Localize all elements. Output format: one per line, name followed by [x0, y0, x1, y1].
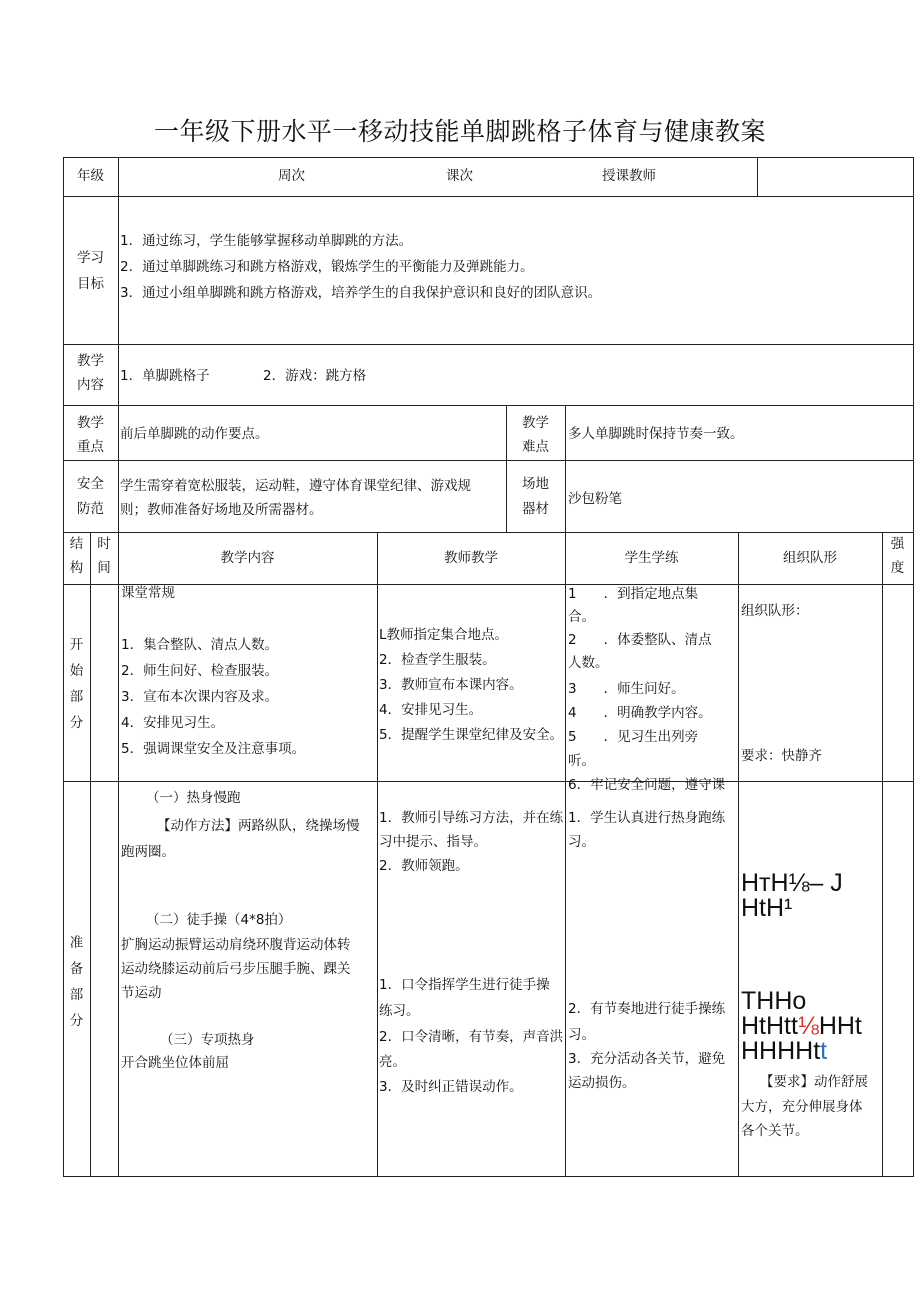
objectives-label-2: 目标 [77, 276, 104, 292]
venue-label-1: 场地 [522, 476, 549, 492]
objective-item: 3．通过小组单脚跳和跳方格游戏，培养学生的自我保护意识和良好的团队意识。 [120, 285, 602, 301]
difficulty-label-2: 难点 [522, 439, 549, 455]
content-label-1: 教学 [77, 353, 104, 369]
prep-teacher-line: 2．教师领跑。 [379, 858, 469, 874]
safety-label-2: 防范 [77, 501, 104, 517]
venue-text: 沙包粉笔 [568, 491, 622, 507]
prep-student-line: 1．学生认真进行热身跑练 [568, 810, 726, 826]
content-label-2: 内容 [77, 377, 104, 393]
special-desc: 开合跳坐位体前屈 [121, 1055, 229, 1071]
prep-teacher-line: 亮。 [379, 1054, 406, 1070]
venue-label-2: 器材 [522, 501, 549, 517]
figure-text: HHHHt [741, 1037, 821, 1065]
formation-figure-running: HтH⅛– J [741, 869, 843, 897]
start-student-line: 1 ．到指定地点集 [568, 586, 699, 602]
start-requirement: 要求：快静齐 [741, 748, 822, 764]
col-intensity-2: 度 [890, 560, 905, 576]
prep-student-line: 3．充分活动各关节，避免 [568, 1051, 726, 1067]
keypoint-label-1: 教学 [77, 415, 104, 431]
formation-figure-exercise-3 [741, 1038, 827, 1064]
start-label-char: 开 [69, 637, 84, 653]
exercise-desc-line: 扩胸运动振臂运动肩绕环腹背运动体转 [121, 937, 351, 953]
routine-item: 1．集合整队、清点人数。 [121, 637, 279, 653]
prep-student-line: 习。 [568, 1027, 595, 1043]
prep-student-line: 运动损伤。 [568, 1075, 636, 1091]
routine-title: 课堂常规 [121, 585, 175, 601]
prep-student-line: 2．有节奏地进行徒手操练 [568, 1001, 726, 1017]
start-teacher-item: 2．检查学生服装。 [379, 652, 496, 668]
difficulty-text: 多人单脚跳时保持节奏一致。 [568, 426, 744, 442]
prep-student-line: 习。 [568, 834, 595, 850]
prep-teacher-line: 1．口令指挥学生进行徒手操 [379, 977, 550, 993]
exercise-title: （二）徒手操（4*8拍） [146, 912, 292, 928]
figure-text-red: ⅛ [797, 1012, 819, 1040]
prep-teacher-line: 练习。 [379, 1003, 420, 1019]
start-teacher-item: 5．提醒学生课堂纪律及安全。 [379, 727, 564, 743]
week-label: 周次 [278, 168, 305, 184]
prep-teacher-line: 习中提示、指导。 [379, 834, 487, 850]
grade-label: 年级 [77, 168, 104, 184]
routine-item: 4．安排见习生。 [121, 715, 225, 731]
prep-teacher-line: 1．教师引导练习方法，并在练 [379, 810, 564, 826]
prep-teacher-line: 3．及时纠正错误动作。 [379, 1079, 523, 1095]
warmup-method-line: 【动作方法】两路纵队，绕操场慢 [157, 818, 360, 834]
routine-item: 5．强调课堂安全及注意事项。 [121, 741, 306, 757]
start-label-char: 部 [69, 689, 84, 705]
content-item-2: 2．游戏：跳方格 [263, 368, 367, 384]
start-student-line: 人数。 [568, 655, 609, 671]
start-student-line: 2 ．体委整队、清点 [568, 632, 712, 648]
special-title: （三）专项热身 [160, 1032, 255, 1048]
figure-text-blue: t [820, 1037, 828, 1065]
formation-figure-exercise-1: THHo [741, 987, 807, 1015]
prep-label-char: 分 [69, 1013, 84, 1029]
col-structure-2: 构 [69, 560, 84, 576]
start-student-cell [566, 585, 737, 793]
warmup-method-line: 跑两圈。 [121, 844, 175, 860]
safety-text-line: 学生需穿着宽松服装，运动鞋，遵守体育课堂纪律、游戏规 [120, 478, 471, 494]
start-student-line: 6．牢记安全问题，遵守课 [568, 777, 726, 793]
col-structure-1: 结 [69, 536, 84, 552]
exercise-desc-line: 节运动 [121, 985, 162, 1001]
start-teacher-item: 3．教师宣布本课内容。 [379, 677, 523, 693]
teacher-label: 授课教师 [602, 168, 656, 184]
figure-text: HtHtt [741, 1012, 798, 1040]
difficulty-label-1: 教学 [522, 415, 549, 431]
prep-teacher-line: 2．口令清晰，有节奏，声音洪 [379, 1029, 564, 1045]
keypoint-label-2: 重点 [77, 439, 104, 455]
objective-item: 1．通过练习，学生能够掌握移动单脚跳的方法。 [120, 233, 413, 249]
col-teaching-content: 教学内容 [220, 550, 275, 566]
start-teacher-item: 4．安排见习生。 [379, 702, 483, 718]
start-student-line: 合。 [568, 609, 595, 625]
routine-item: 2．师生问好、检查服装。 [121, 663, 279, 679]
col-teacher-teaching: 教师教学 [444, 550, 498, 566]
safety-text-line: 则；教师准备好场地及所需器材。 [120, 502, 323, 518]
prep-requirement-line: 大方，充分伸展身体 [741, 1099, 863, 1115]
col-time-1: 时 [97, 536, 111, 552]
start-student-line: 5 ．见习生出列旁 [568, 729, 699, 745]
safety-label-1: 安全 [77, 476, 104, 492]
start-student-line: 听。 [568, 753, 595, 769]
formation-label: 组织队形： [741, 603, 809, 619]
formation-figure-exercise-2 [741, 1013, 862, 1039]
col-formation: 组织队形 [783, 550, 837, 566]
col-time-2: 间 [97, 560, 111, 576]
start-label-char: 始 [69, 663, 84, 679]
page-title: 一年级下册水平一移动技能单脚跳格子体育与健康教案 [153, 117, 766, 146]
objectives-label-1: 学习 [77, 250, 104, 266]
figure-text: HHt [818, 1012, 862, 1040]
prep-requirement-line: 各个关节。 [741, 1123, 809, 1139]
prep-label-char: 部 [69, 987, 84, 1003]
warmup-title: （一）热身慢跑 [146, 790, 241, 806]
prep-label-char: 备 [69, 961, 84, 977]
routine-item: 3．宣布本次课内容及求。 [121, 689, 279, 705]
prep-label-char: 准 [69, 935, 84, 951]
content-item-1: 1．单脚跳格子 [120, 368, 210, 384]
col-intensity-1: 强 [890, 536, 905, 552]
start-label-char: 分 [69, 715, 84, 731]
exercise-desc-line: 运动绕膝运动前后弓步压腿手腕、踝关 [121, 961, 351, 977]
start-student-line: 3 ．师生问好。 [568, 681, 685, 697]
start-student-line: 4 ．明确教学内容。 [568, 705, 712, 721]
lesson-label: 课次 [446, 168, 473, 184]
objective-item: 2．通过单脚跳练习和跳方格游戏，锻炼学生的平衡能力及弹跳能力。 [120, 259, 534, 275]
prep-requirement-line: 【要求】动作舒展 [760, 1074, 868, 1090]
start-teacher-item: L教师指定集合地点。 [379, 627, 509, 643]
formation-figure-running-2: HtH¹ [741, 894, 793, 922]
col-student-practice: 学生学练 [624, 550, 679, 566]
keypoint-text: 前后单脚跳的动作要点。 [120, 426, 269, 442]
